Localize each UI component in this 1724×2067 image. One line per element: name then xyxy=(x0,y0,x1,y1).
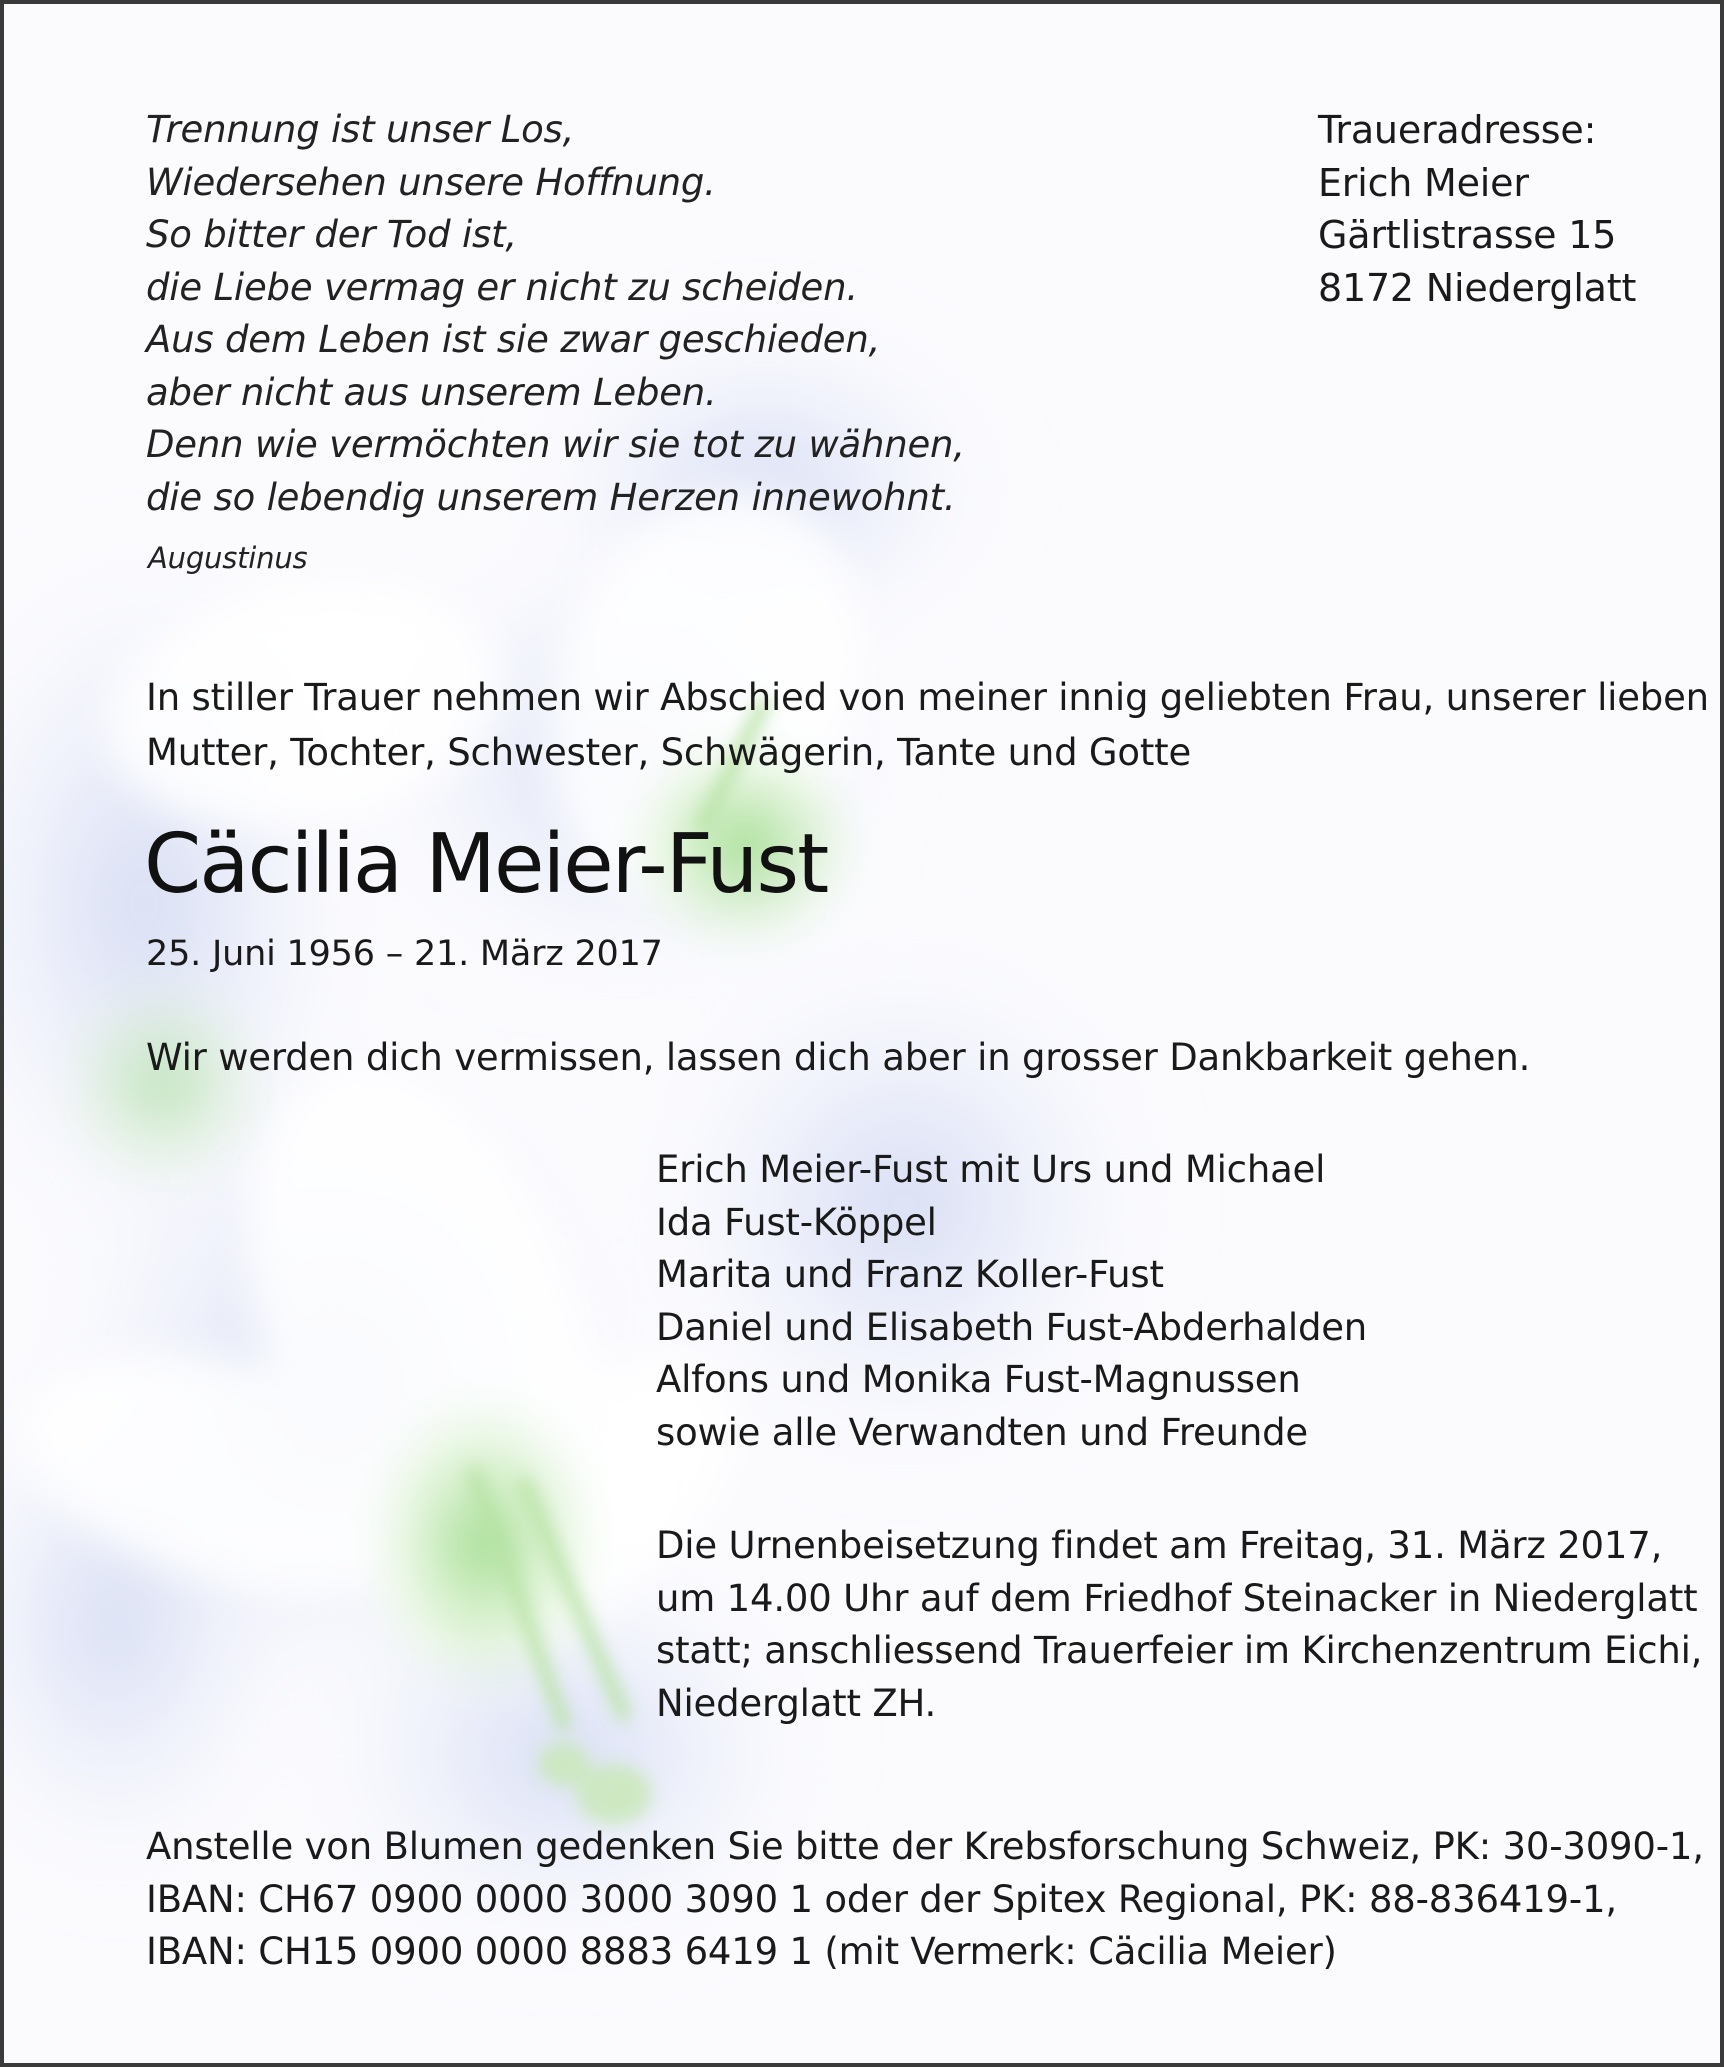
address-line: Gärtlistrasse 15 xyxy=(1318,213,1617,257)
service-line: statt; anschliessend Trauerfeier im Kirchenzentrum Eichi, xyxy=(656,1629,1703,1672)
intro-line: Mutter, Tochter, Schwester, Schwägerin, Tante und Gotte xyxy=(146,731,1192,774)
poem-line: Denn wie vermöchten wir sie tot zu wähnen, xyxy=(146,423,965,466)
service-line: um 14.00 Uhr auf dem Friedhof Steinacker in Niederglatt xyxy=(656,1576,1698,1620)
family-member: Ida Fust-Köppel xyxy=(656,1200,937,1244)
poem-line: die so lebendig unserem Herzen innewohnt. xyxy=(146,475,956,519)
poem-line: Wiedersehen unsere Hoffnung. xyxy=(146,160,716,204)
obituary-page xyxy=(4,4,1720,2063)
intro-line: In stiller Trauer nehmen wir Abschied von meiner innig geliebten Frau, unserer lieben xyxy=(146,676,1709,719)
family-list xyxy=(656,1144,1367,1459)
family-member: Marita und Franz Koller-Fust xyxy=(656,1253,1164,1296)
donation-line: IBAN: CH67 0900 0000 3000 3090 1 oder der Spitex Regional, PK: 88-836419-1, xyxy=(146,1877,1617,1921)
poem-author: Augustinus xyxy=(148,541,308,575)
family-member: Daniel und Elisabeth Fust-Abderhalden xyxy=(656,1305,1368,1349)
service-line: Niederglatt ZH. xyxy=(656,1681,937,1725)
poem-line: So bitter der Tod ist, xyxy=(146,213,517,256)
address-line: Traueradresse: xyxy=(1318,108,1597,152)
poem-line: Trennung ist unser Los, xyxy=(146,108,575,151)
donation-info xyxy=(146,1821,1704,1979)
poem-line: Aus dem Leben ist sie zwar geschieden, xyxy=(146,318,881,361)
life-dates: 25. Juni 1956 – 21. März 2017 xyxy=(146,934,663,974)
service-line: Die Urnenbeisetzung findet am Freitag, 31. März 2017, xyxy=(656,1524,1663,1567)
service-info xyxy=(656,1520,1702,1730)
donation-line: IBAN: CH15 0900 0000 8883 6419 1 (mit Vermerk: Cäcilia Meier) xyxy=(146,1930,1337,1973)
farewell-text: Wir werden dich vermissen, lassen dich aber in grosser Dankbarkeit gehen. xyxy=(146,1036,1531,1079)
poem xyxy=(146,104,965,524)
poem-line: aber nicht aus unserem Leben. xyxy=(146,370,717,414)
address-line: Erich Meier xyxy=(1318,160,1529,205)
deceased-name: Cäcilia Meier-Fust xyxy=(144,817,828,912)
family-member: Erich Meier-Fust mit Urs und Michael xyxy=(656,1148,1326,1191)
donation-line: Anstelle von Blumen gedenken Sie bitte der Krebsforschung Schweiz, PK: 30-3090-1, xyxy=(146,1825,1704,1868)
family-member: sowie alle Verwandten und Freunde xyxy=(656,1410,1308,1454)
intro-text xyxy=(146,670,1709,780)
family-member: Alfons und Monika Fust-Magnussen xyxy=(656,1358,1301,1401)
mourning-address xyxy=(1318,104,1636,314)
poem-line: die Liebe vermag er nicht zu scheiden. xyxy=(146,265,858,309)
address-line: 8172 Niederglatt xyxy=(1318,265,1637,310)
